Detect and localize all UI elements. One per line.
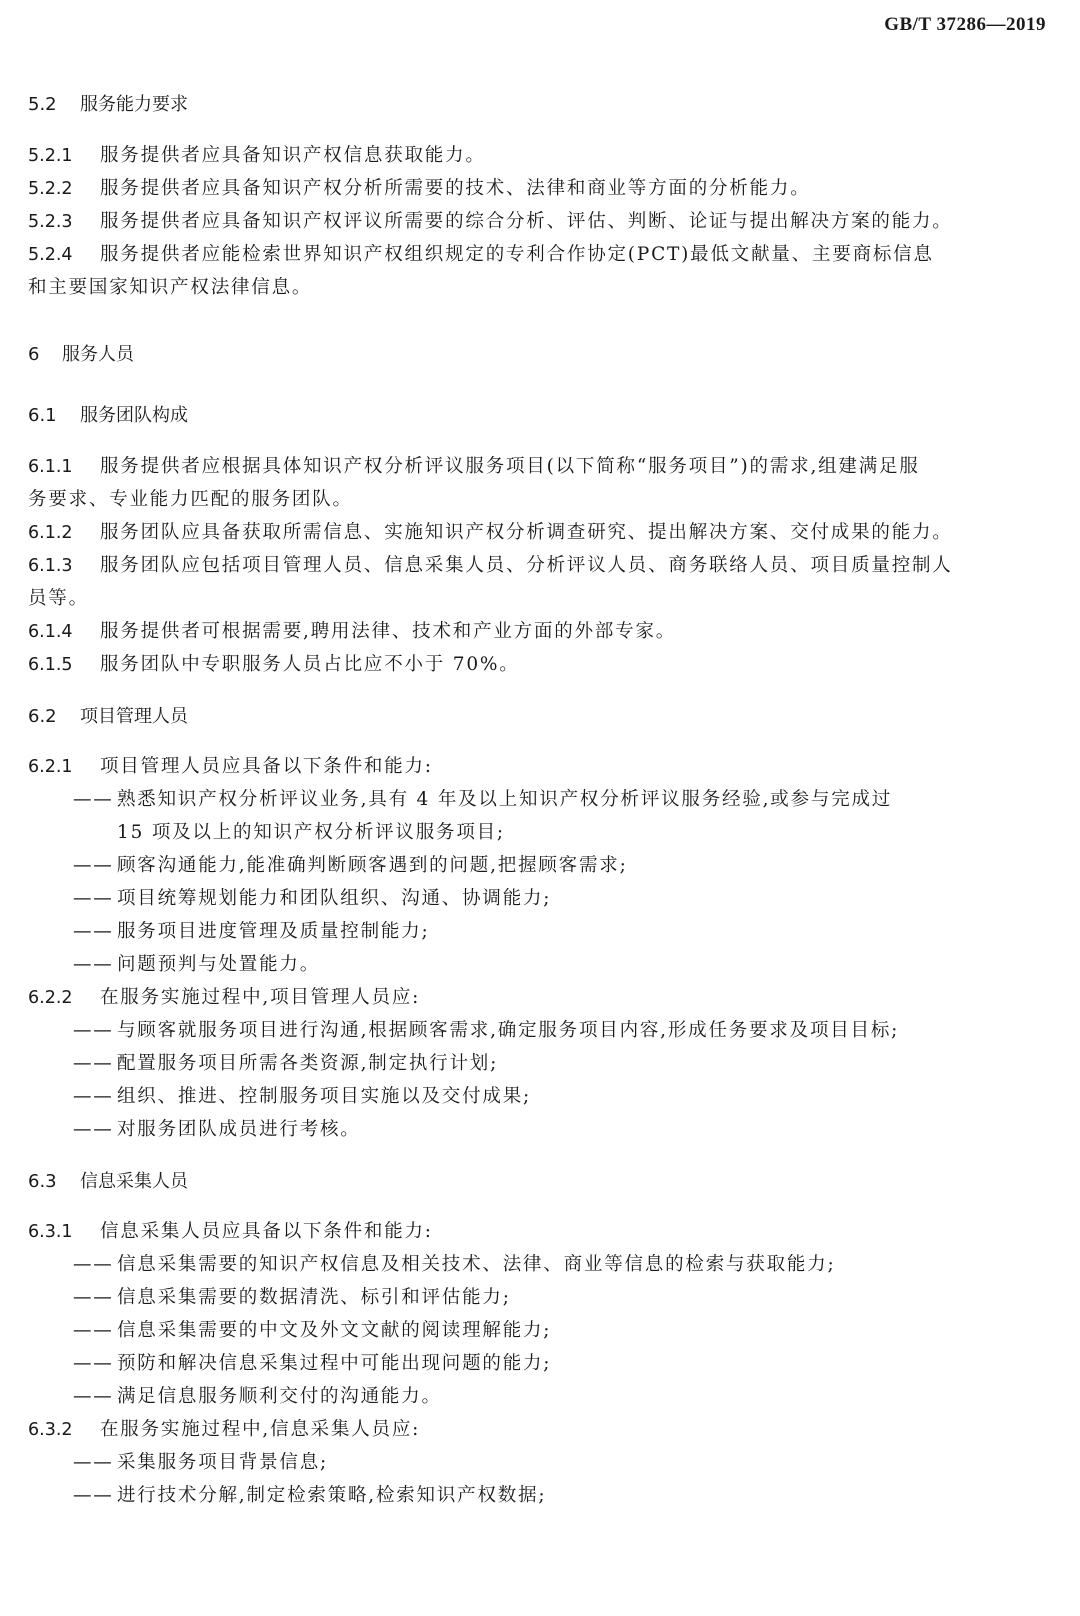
list-item-text: 服务项目进度管理及质量控制能力; [117, 921, 430, 942]
clause-text: 在服务实施过程中,项目管理人员应: [100, 987, 421, 1008]
section-heading-6-2 [28, 702, 188, 728]
clause-number: 6.1.5 [28, 655, 73, 675]
dash-marker: —— [73, 1119, 114, 1140]
list-item [73, 1481, 546, 1507]
clause-6-2-1 [28, 752, 433, 778]
clause-6-3-2 [28, 1415, 420, 1441]
clause-number: 6.1.1 [28, 457, 73, 477]
clause-5-2-4 [28, 240, 934, 266]
dash-marker: —— [73, 855, 114, 876]
list-item [73, 1382, 442, 1408]
section-heading-6 [28, 340, 134, 366]
dash-marker: —— [73, 1020, 114, 1041]
section-title: 服务团队构成 [80, 405, 188, 426]
clause-text: 服务团队中专职服务人员占比应不小于 70%。 [100, 654, 520, 675]
clause-text: 信息采集人员应具备以下条件和能力: [100, 1221, 433, 1242]
clause-5-2-4-continuation: 和主要国家知识产权法律信息。 [28, 277, 313, 298]
clause-number: 6.2.1 [28, 757, 73, 777]
list-item [73, 1349, 551, 1375]
section-number: 6.1 [28, 405, 57, 426]
clause-6-1-1-continuation: 务要求、专业能力匹配的服务团队。 [28, 489, 353, 510]
clause-text: 服务提供者应能检索世界知识产权组织规定的专利合作协定(PCT)最低文献量、主要商标信息 [100, 244, 934, 265]
dash-marker: —— [73, 921, 114, 942]
list-item [73, 1283, 511, 1309]
list-item-continuation: 15 项及以上的知识产权分析评议服务项目; [117, 822, 505, 843]
dash-marker: —— [73, 1353, 114, 1374]
list-item [73, 1250, 836, 1276]
list-item-text: 对服务团队成员进行考核。 [117, 1119, 361, 1140]
clause-number: 6.3.1 [28, 1222, 73, 1242]
clause-text: 服务团队应包括项目管理人员、信息采集人员、分析评议人员、商务联络人员、项目质量控制人 [100, 555, 953, 576]
clause-text: 服务提供者应具备知识产权信息获取能力。 [100, 145, 486, 166]
list-item-text: 进行技术分解,制定检索策略,检索知识产权数据; [117, 1485, 547, 1506]
clause-6-3-1 [28, 1217, 433, 1243]
dash-marker: —— [73, 1053, 114, 1074]
section-number: 6 [28, 344, 40, 365]
clause-text: 服务提供者应具备知识产权评议所需要的综合分析、评估、判断、论证与提出解决方案的能力。 [100, 211, 953, 232]
clause-6-1-3-continuation: 员等。 [28, 588, 89, 609]
section-heading-6-1 [28, 401, 188, 427]
list-item [73, 917, 430, 943]
section-heading-5-2 [28, 90, 188, 116]
clause-number: 5.2.1 [28, 146, 73, 166]
list-item-text: 熟悉知识产权分析评议业务,具有 4 年及以上知识产权分析评议服务经验,或参与完成过 [117, 789, 893, 810]
dash-marker: —— [73, 789, 114, 810]
clause-number: 6.1.2 [28, 523, 73, 543]
clause-6-1-1 [28, 452, 920, 478]
clause-6-1-2 [28, 518, 953, 544]
clause-text: 服务提供者可根据需要,聘用法律、技术和产业方面的外部专家。 [100, 621, 677, 642]
clause-number: 6.1.3 [28, 556, 73, 576]
standard-code: GB/T 37286—2019 [884, 14, 1046, 35]
clause-text: 项目管理人员应具备以下条件和能力: [100, 756, 433, 777]
section-number: 6.2 [28, 706, 57, 727]
section-title: 服务人员 [62, 344, 134, 365]
clause-number: 6.2.2 [28, 988, 73, 1008]
clause-text: 在服务实施过程中,信息采集人员应: [100, 1419, 421, 1440]
section-title: 信息采集人员 [80, 1171, 188, 1192]
list-item-text: 信息采集需要的中文及外文文献的阅读理解能力; [117, 1320, 552, 1341]
list-item-text: 采集服务项目背景信息; [117, 1452, 329, 1473]
list-item-text: 问题预判与处置能力。 [117, 954, 321, 975]
list-item [73, 1448, 328, 1474]
clause-text: 服务团队应具备获取所需信息、实施知识产权分析调查研究、提出解决方案、交付成果的能力。 [100, 522, 953, 543]
list-item [73, 1049, 498, 1075]
clause-6-1-3 [28, 551, 953, 577]
section-number: 6.3 [28, 1171, 57, 1192]
section-title: 服务能力要求 [80, 94, 188, 115]
clause-number: 5.2.3 [28, 212, 73, 232]
section-heading-6-3 [28, 1167, 188, 1193]
clause-6-2-2 [28, 983, 420, 1009]
list-item [73, 1016, 899, 1042]
dash-marker: —— [73, 1254, 114, 1275]
list-item [73, 884, 551, 910]
dash-marker: —— [73, 1485, 114, 1506]
list-item [73, 950, 320, 976]
list-item-text: 项目统筹规划能力和团队组织、沟通、协调能力; [117, 888, 552, 909]
dash-marker: —— [73, 1287, 114, 1308]
list-item-text: 组织、推进、控制服务项目实施以及交付成果; [117, 1086, 532, 1107]
clause-6-1-5 [28, 650, 520, 676]
dash-marker: —— [73, 1386, 114, 1407]
list-item-text: 信息采集需要的知识产权信息及相关技术、法律、商业等信息的检索与获取能力; [117, 1254, 836, 1275]
list-item [73, 1082, 531, 1108]
clause-6-1-4 [28, 617, 676, 643]
section-number: 5.2 [28, 94, 57, 115]
list-item-text: 信息采集需要的数据清洗、标引和评估能力; [117, 1287, 511, 1308]
dash-marker: —— [73, 1320, 114, 1341]
dash-marker: —— [73, 954, 114, 975]
clause-text: 服务提供者应根据具体知识产权分析评议服务项目(以下简称“服务项目”)的需求,组建满足服 [100, 456, 920, 477]
dash-marker: —— [73, 1086, 114, 1107]
list-item-text: 顾客沟通能力,能准确判断顾客遇到的问题,把握顾客需求; [117, 855, 628, 876]
list-item-text: 预防和解决信息采集过程中可能出现问题的能力; [117, 1353, 552, 1374]
list-item-text: 配置服务项目所需各类资源,制定执行计划; [117, 1053, 499, 1074]
clause-number: 6.1.4 [28, 622, 73, 642]
list-item [73, 785, 892, 811]
clause-number: 5.2.2 [28, 179, 73, 199]
list-item-text: 与顾客就服务项目进行沟通,根据顾客需求,确定服务项目内容,形成任务要求及项目目标; [117, 1020, 900, 1041]
clause-number: 5.2.4 [28, 245, 73, 265]
list-item [73, 1316, 551, 1342]
dash-marker: —— [73, 1452, 114, 1473]
list-item [73, 1115, 361, 1141]
list-item-text: 满足信息服务顺利交付的沟通能力。 [117, 1386, 442, 1407]
section-title: 项目管理人员 [80, 706, 188, 727]
clause-5-2-3 [28, 207, 953, 233]
dash-marker: —— [73, 888, 114, 909]
list-item [73, 851, 628, 877]
clause-number: 6.3.2 [28, 1420, 73, 1440]
clause-5-2-2 [28, 174, 811, 200]
clause-5-2-1 [28, 141, 486, 167]
clause-text: 服务提供者应具备知识产权分析所需要的技术、法律和商业等方面的分析能力。 [100, 178, 811, 199]
